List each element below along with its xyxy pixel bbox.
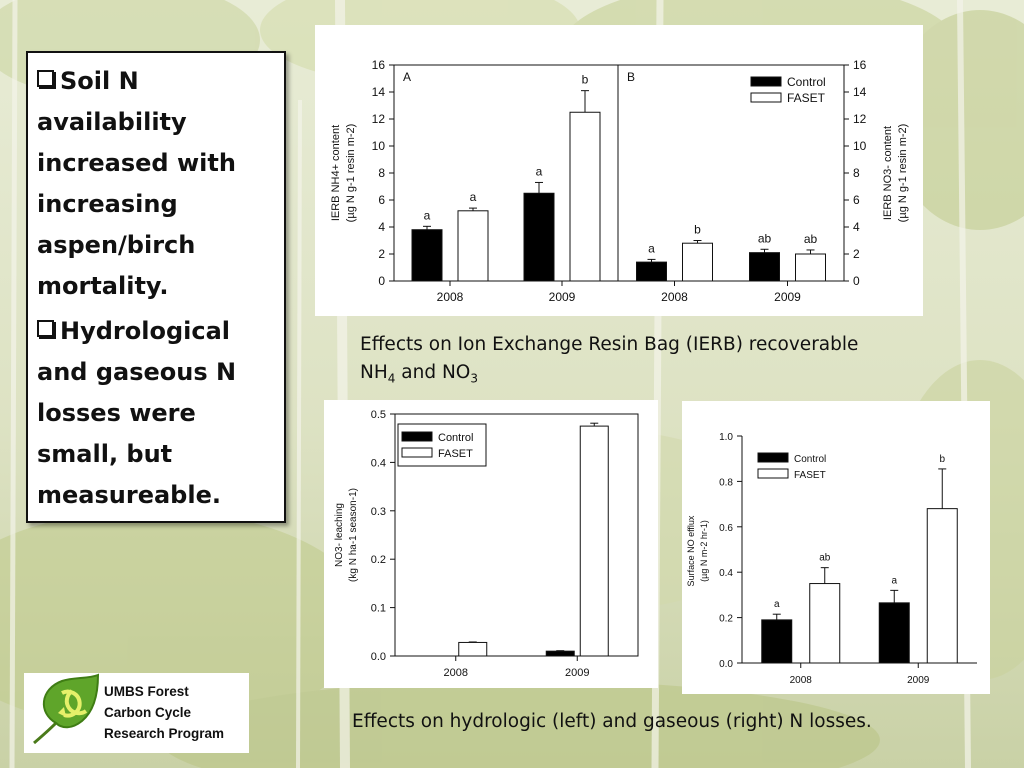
y-tick-label: 0 bbox=[378, 274, 385, 288]
legend-swatch-faset bbox=[751, 93, 781, 102]
y-axis-label-leaching-line: (kg N ha-1 season-1) bbox=[348, 488, 359, 582]
y-tick-label: 12 bbox=[371, 112, 385, 126]
bar-control-2008 bbox=[412, 230, 442, 281]
y-axis-label-nh4-line: IERB NH4+ content bbox=[330, 124, 342, 222]
x-tick-label: 2009 bbox=[548, 290, 576, 304]
leaching-chart bbox=[324, 400, 658, 688]
y-axis-label-leaching-line: NO3- leaching bbox=[334, 503, 345, 567]
significance-letter: a bbox=[469, 190, 477, 205]
ierb-chart-panel bbox=[315, 25, 923, 316]
y-tick-label: 0.6 bbox=[719, 522, 733, 534]
y-tick-label: 6 bbox=[378, 193, 385, 207]
leaching-chart-panel bbox=[324, 400, 658, 688]
legend-swatch-faset bbox=[758, 469, 788, 478]
panel-label-a: A bbox=[403, 70, 412, 84]
bar-control-2008 bbox=[762, 620, 792, 663]
significance-letter: b bbox=[939, 453, 946, 465]
y-axis-label-nh4 bbox=[330, 124, 357, 223]
panel-label-b: B bbox=[627, 70, 636, 84]
significance-letter: ab bbox=[803, 231, 818, 246]
y-tick-label-right: 10 bbox=[853, 139, 867, 153]
ierb-chart bbox=[315, 25, 923, 316]
y-axis-label-no3 bbox=[882, 124, 909, 223]
umbs-logo bbox=[24, 673, 249, 753]
y-tick-label: 0.4 bbox=[370, 457, 386, 470]
y-tick-label: 0.3 bbox=[370, 505, 386, 518]
y-tick-label-right: 14 bbox=[853, 85, 867, 99]
y-tick-label: 0.1 bbox=[370, 602, 386, 615]
y-tick-label-right: 16 bbox=[853, 58, 867, 72]
y-tick-label: 8 bbox=[378, 166, 385, 180]
y-tick-label: 0.4 bbox=[719, 568, 733, 580]
y-tick-label: 1.0 bbox=[719, 432, 733, 443]
legend-label-faset: FASET bbox=[787, 91, 826, 105]
bar-control-2009 bbox=[750, 253, 780, 281]
x-tick-label: 2008 bbox=[443, 667, 468, 679]
bar-faset-2009 bbox=[927, 509, 957, 663]
x-tick-label: 2008 bbox=[789, 675, 812, 686]
legend-label-control: Control bbox=[787, 75, 826, 89]
bar-faset-2009 bbox=[570, 112, 600, 281]
checkbox-bullet-icon bbox=[37, 320, 54, 337]
y-tick-label: 0.5 bbox=[370, 409, 386, 421]
y-tick-label: 4 bbox=[378, 220, 385, 234]
bar-faset-2008 bbox=[458, 211, 488, 281]
y-tick-label: 2 bbox=[378, 247, 385, 261]
legend-label-faset: FASET bbox=[794, 470, 826, 481]
caption-n-losses: Effects on hydrologic (left) and gaseous (right) N losses. bbox=[352, 711, 872, 732]
key-findings-box bbox=[26, 51, 286, 523]
caption-ierb: Effects on Ion Exchange Resin Bag (IERB) recoverable $NH_4$ and $NO_3$ bbox=[360, 334, 859, 386]
y-tick-label-right: 0 bbox=[853, 274, 860, 288]
legend-swatch-faset bbox=[402, 448, 432, 457]
y-axis-label-no3-line: (µg N g-1 resin m-2) bbox=[897, 123, 909, 223]
y-tick-label-right: 8 bbox=[853, 166, 860, 180]
significance-letter: b bbox=[581, 72, 589, 87]
significance-letter: a bbox=[423, 208, 431, 223]
y-tick-label-right: 6 bbox=[853, 193, 860, 207]
x-tick-label: 2009 bbox=[774, 290, 801, 304]
x-tick-label: 2009 bbox=[907, 675, 930, 686]
leaf-recycle-icon bbox=[28, 673, 106, 753]
significance-letter: a bbox=[535, 164, 543, 179]
significance-letter: a bbox=[891, 575, 898, 587]
x-tick-label: 2008 bbox=[436, 290, 464, 304]
y-axis-label-no-efflux-line: Surface NO efflux bbox=[686, 515, 696, 587]
y-tick-label: 0.0 bbox=[719, 659, 733, 670]
x-tick-label: 2008 bbox=[661, 290, 688, 304]
significance-letter: a bbox=[648, 241, 655, 256]
y-tick-label-right: 2 bbox=[853, 247, 860, 261]
bar-control-2008 bbox=[637, 262, 667, 281]
legend-label-control: Control bbox=[794, 454, 827, 465]
y-tick-label: 0.2 bbox=[370, 554, 386, 567]
y-axis-label-no3-line: IERB NO3- content bbox=[882, 125, 894, 221]
bar-control-2009 bbox=[546, 651, 574, 656]
bar-control-2009 bbox=[879, 603, 909, 663]
no-efflux-chart-panel bbox=[682, 401, 990, 694]
significance-letter: ab bbox=[757, 231, 772, 246]
logo-text: UMBS Forest Carbon Cycle Research Program bbox=[104, 684, 225, 741]
y-tick-label: 0.0 bbox=[370, 651, 386, 663]
checkbox-bullet-icon bbox=[37, 70, 54, 87]
bar-faset-2009 bbox=[580, 426, 608, 656]
y-tick-label: 0.8 bbox=[719, 477, 733, 489]
y-axis-label-no-efflux bbox=[686, 515, 709, 586]
x-tick-label: 2009 bbox=[565, 667, 590, 679]
y-tick-label-right: 4 bbox=[853, 220, 860, 234]
y-tick-label: 10 bbox=[371, 139, 385, 153]
legend-label-control: Control bbox=[438, 432, 474, 444]
bar-control-2009 bbox=[524, 193, 554, 281]
y-axis-label-nh4-line: (µg N g-1 resin m-2) bbox=[345, 123, 357, 223]
y-tick-label-right: 12 bbox=[853, 112, 867, 126]
bar-faset-2009 bbox=[796, 254, 826, 281]
y-tick-label: 16 bbox=[371, 58, 385, 72]
significance-letter: ab bbox=[819, 552, 831, 564]
legend-swatch-control bbox=[751, 77, 781, 86]
legend-swatch-control bbox=[402, 432, 432, 441]
y-axis-label-leaching bbox=[334, 488, 359, 582]
bullet-n-losses: Hydrological and gaseous N losses were small, but measureable. bbox=[37, 317, 237, 509]
y-tick-label: 0.2 bbox=[719, 613, 733, 625]
y-axis-label-no-efflux-line: (µg N m-2 hr-1) bbox=[699, 520, 709, 582]
significance-letter: a bbox=[773, 599, 780, 611]
legend-swatch-control bbox=[758, 453, 788, 462]
y-tick-label: 14 bbox=[371, 85, 385, 99]
bar-faset-2008 bbox=[810, 584, 840, 663]
significance-letter: b bbox=[694, 222, 701, 237]
bar-faset-2008 bbox=[459, 642, 487, 656]
bullet-soil-n: Soil N availability increased with increasing aspen/birch mortality. bbox=[37, 67, 236, 300]
legend-label-faset: FASET bbox=[438, 448, 473, 460]
bar-faset-2008 bbox=[683, 243, 713, 281]
no-efflux-chart bbox=[682, 401, 990, 694]
